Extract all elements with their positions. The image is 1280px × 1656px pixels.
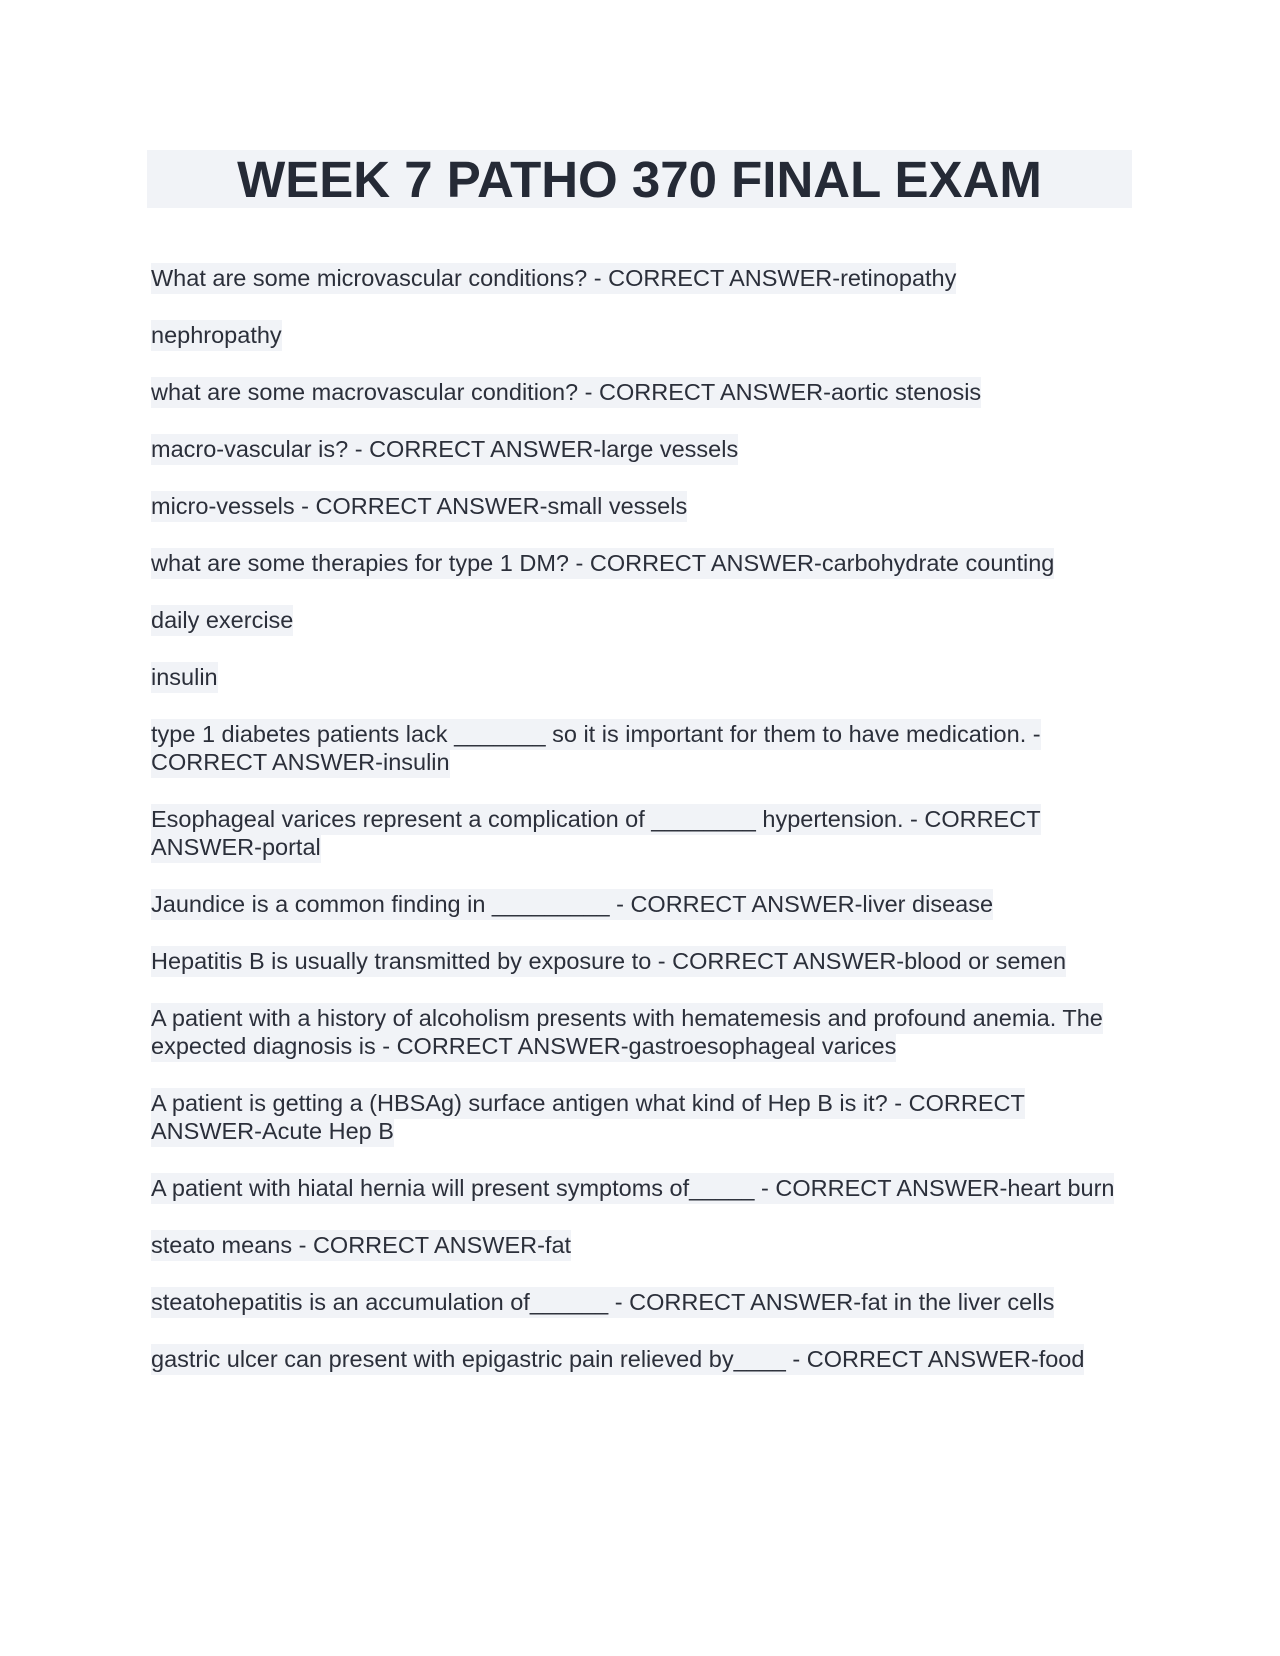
qa-item: [151, 549, 1136, 577]
qa-item: [151, 1004, 1136, 1060]
qa-item: [151, 663, 1136, 691]
qa-item: [151, 1345, 1136, 1373]
qa-item: [151, 435, 1136, 463]
qa-item: [151, 805, 1136, 861]
qa-list: [151, 264, 1136, 1402]
qa-text: A patient with a history of alcoholism presents with hematemesis and profound anemia. The expected diagnosis is - CORRECT ANSWER-gastroesophageal varices: [151, 1003, 1103, 1062]
qa-text: steato means - CORRECT ANSWER-fat: [151, 1230, 571, 1261]
qa-text: Esophageal varices represent a complication of ________ hypertension. - CORRECT ANSWER-portal: [151, 804, 1041, 863]
qa-item: [151, 606, 1136, 634]
qa-text: macro-vascular is? - CORRECT ANSWER-large vessels: [151, 434, 738, 465]
qa-text: Hepatitis B is usually transmitted by exposure to - CORRECT ANSWER-blood or semen: [151, 946, 1066, 977]
qa-text: A patient is getting a (HBSAg) surface antigen what kind of Hep B is it? - CORRECT ANSWER-Acute Hep B: [151, 1088, 1025, 1147]
qa-item: [151, 947, 1136, 975]
qa-item: [151, 1231, 1136, 1259]
qa-text: Jaundice is a common finding in _________ - CORRECT ANSWER-liver disease: [151, 889, 993, 920]
qa-text: steatohepatitis is an accumulation of______ - CORRECT ANSWER-fat in the liver cells: [151, 1287, 1054, 1318]
qa-text: What are some microvascular conditions? - CORRECT ANSWER-retinopathy: [151, 263, 956, 294]
qa-item: [151, 720, 1136, 776]
qa-item: [151, 264, 1136, 292]
qa-item: [151, 321, 1136, 349]
qa-text: micro-vessels - CORRECT ANSWER-small vessels: [151, 491, 687, 522]
qa-item: [151, 378, 1136, 406]
qa-text: gastric ulcer can present with epigastric pain relieved by____ - CORRECT ANSWER-food: [151, 1344, 1084, 1375]
qa-item: [151, 1174, 1136, 1202]
title-banner: [147, 150, 1132, 208]
qa-text: daily exercise: [151, 605, 293, 636]
qa-item: [151, 1288, 1136, 1316]
qa-text: A patient with hiatal hernia will present symptoms of_____ - CORRECT ANSWER-heart burn: [151, 1173, 1114, 1204]
qa-item: [151, 492, 1136, 520]
qa-text: what are some therapies for type 1 DM? - CORRECT ANSWER-carbohydrate counting: [151, 548, 1054, 579]
qa-item: [151, 890, 1136, 918]
page-title: WEEK 7 PATHO 370 FINAL EXAM: [237, 150, 1042, 208]
qa-item: [151, 1089, 1136, 1145]
qa-text: nephropathy: [151, 320, 282, 351]
qa-text: what are some macrovascular condition? - CORRECT ANSWER-aortic stenosis: [151, 377, 981, 408]
qa-text: type 1 diabetes patients lack _______ so it is important for them to have medication. - CORRECT ANSWER-insulin: [151, 719, 1041, 778]
qa-text: insulin: [151, 662, 218, 693]
